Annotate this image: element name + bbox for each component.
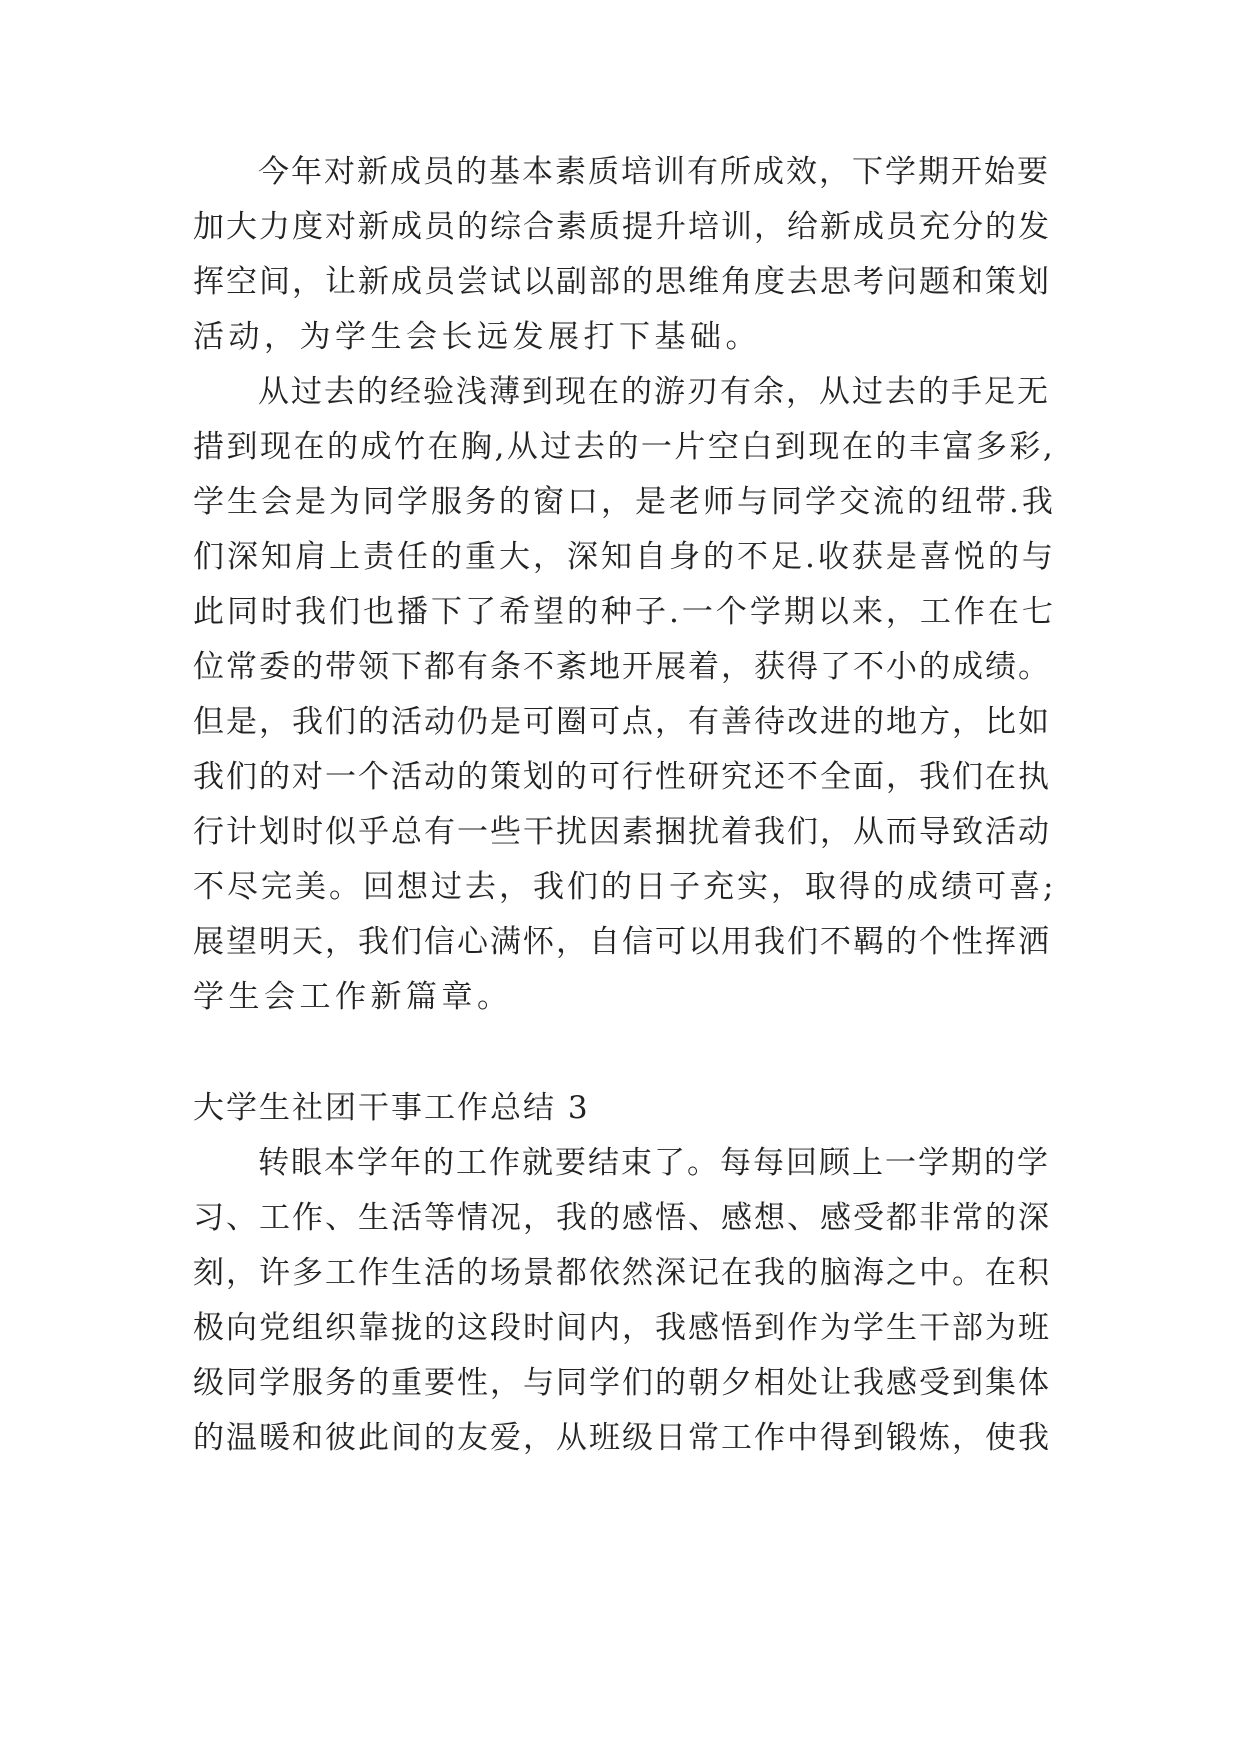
paragraph-line: 挥空间，让新成员尝试以副部的思维角度去思考问题和策划 [193,264,1051,300]
paragraph-line: 但是，我们的活动仍是可圈可点，有善待改进的地方，比如 [193,704,1051,740]
paragraph-line: 刻，许多工作生活的场景都依然深记在我的脑海之中。在积 [193,1255,1051,1291]
paragraph-line: 此同时我们也播下了希望的种子.一个学期以来，工作在七 [193,594,1056,630]
paragraph-line: 行计划时似乎总有一些干扰因素捆扰着我们，从而导致活动 [193,814,1051,850]
paragraph-line: 们深知肩上责任的重大，深知自身的不足.收获是喜悦的与 [193,539,1056,575]
paragraph-line: 展望明天，我们信心满怀，自信可以用我们不羁的个性挥洒 [193,924,1051,960]
paragraph-line: 位常委的带领下都有条不紊地开展着，获得了不小的成绩。 [193,649,1051,685]
paragraph-line: 今年对新成员的基本素质培训有所成效，下学期开始要 [258,154,1050,190]
paragraph-line: 措到现在的成竹在胸,从过去的一片空白到现在的丰富多彩, [193,429,1056,465]
paragraph-line: 的温暖和彼此间的友爱，从班级日常工作中得到锻炼，使我 [193,1420,1051,1456]
paragraph-line: 学生会工作新篇章。 [193,979,513,1015]
paragraph-line: 活动，为学生会长远发展打下基础。 [193,319,761,355]
paragraph-line: 不尽完美。回想过去，我们的日子充实，取得的成绩可喜; [193,869,1057,905]
paragraph-line: 极向党组织靠拢的这段时间内，我感悟到作为学生干部为班 [193,1310,1051,1346]
paragraph-line: 学生会是为同学服务的窗口，是老师与同学交流的纽带.我 [193,484,1056,520]
section-heading: 大学生社团干事工作总结 3 [193,1090,590,1126]
paragraph-line: 我们的对一个活动的策划的可行性研究还不全面，我们在执 [193,759,1051,795]
paragraph-line: 加大力度对新成员的综合素质提升培训，给新成员充分的发 [193,209,1051,245]
paragraph-line: 转眼本学年的工作就要结束了。每每回顾上一学期的学 [258,1145,1050,1181]
paragraph-line: 习、工作、生活等情况，我的感悟、感想、感受都非常的深 [193,1200,1051,1236]
paragraph-line: 从过去的经验浅薄到现在的游刃有余，从过去的手足无 [258,374,1050,410]
paragraph-line: 级同学服务的重要性，与同学们的朝夕相处让我感受到集体 [193,1365,1051,1401]
